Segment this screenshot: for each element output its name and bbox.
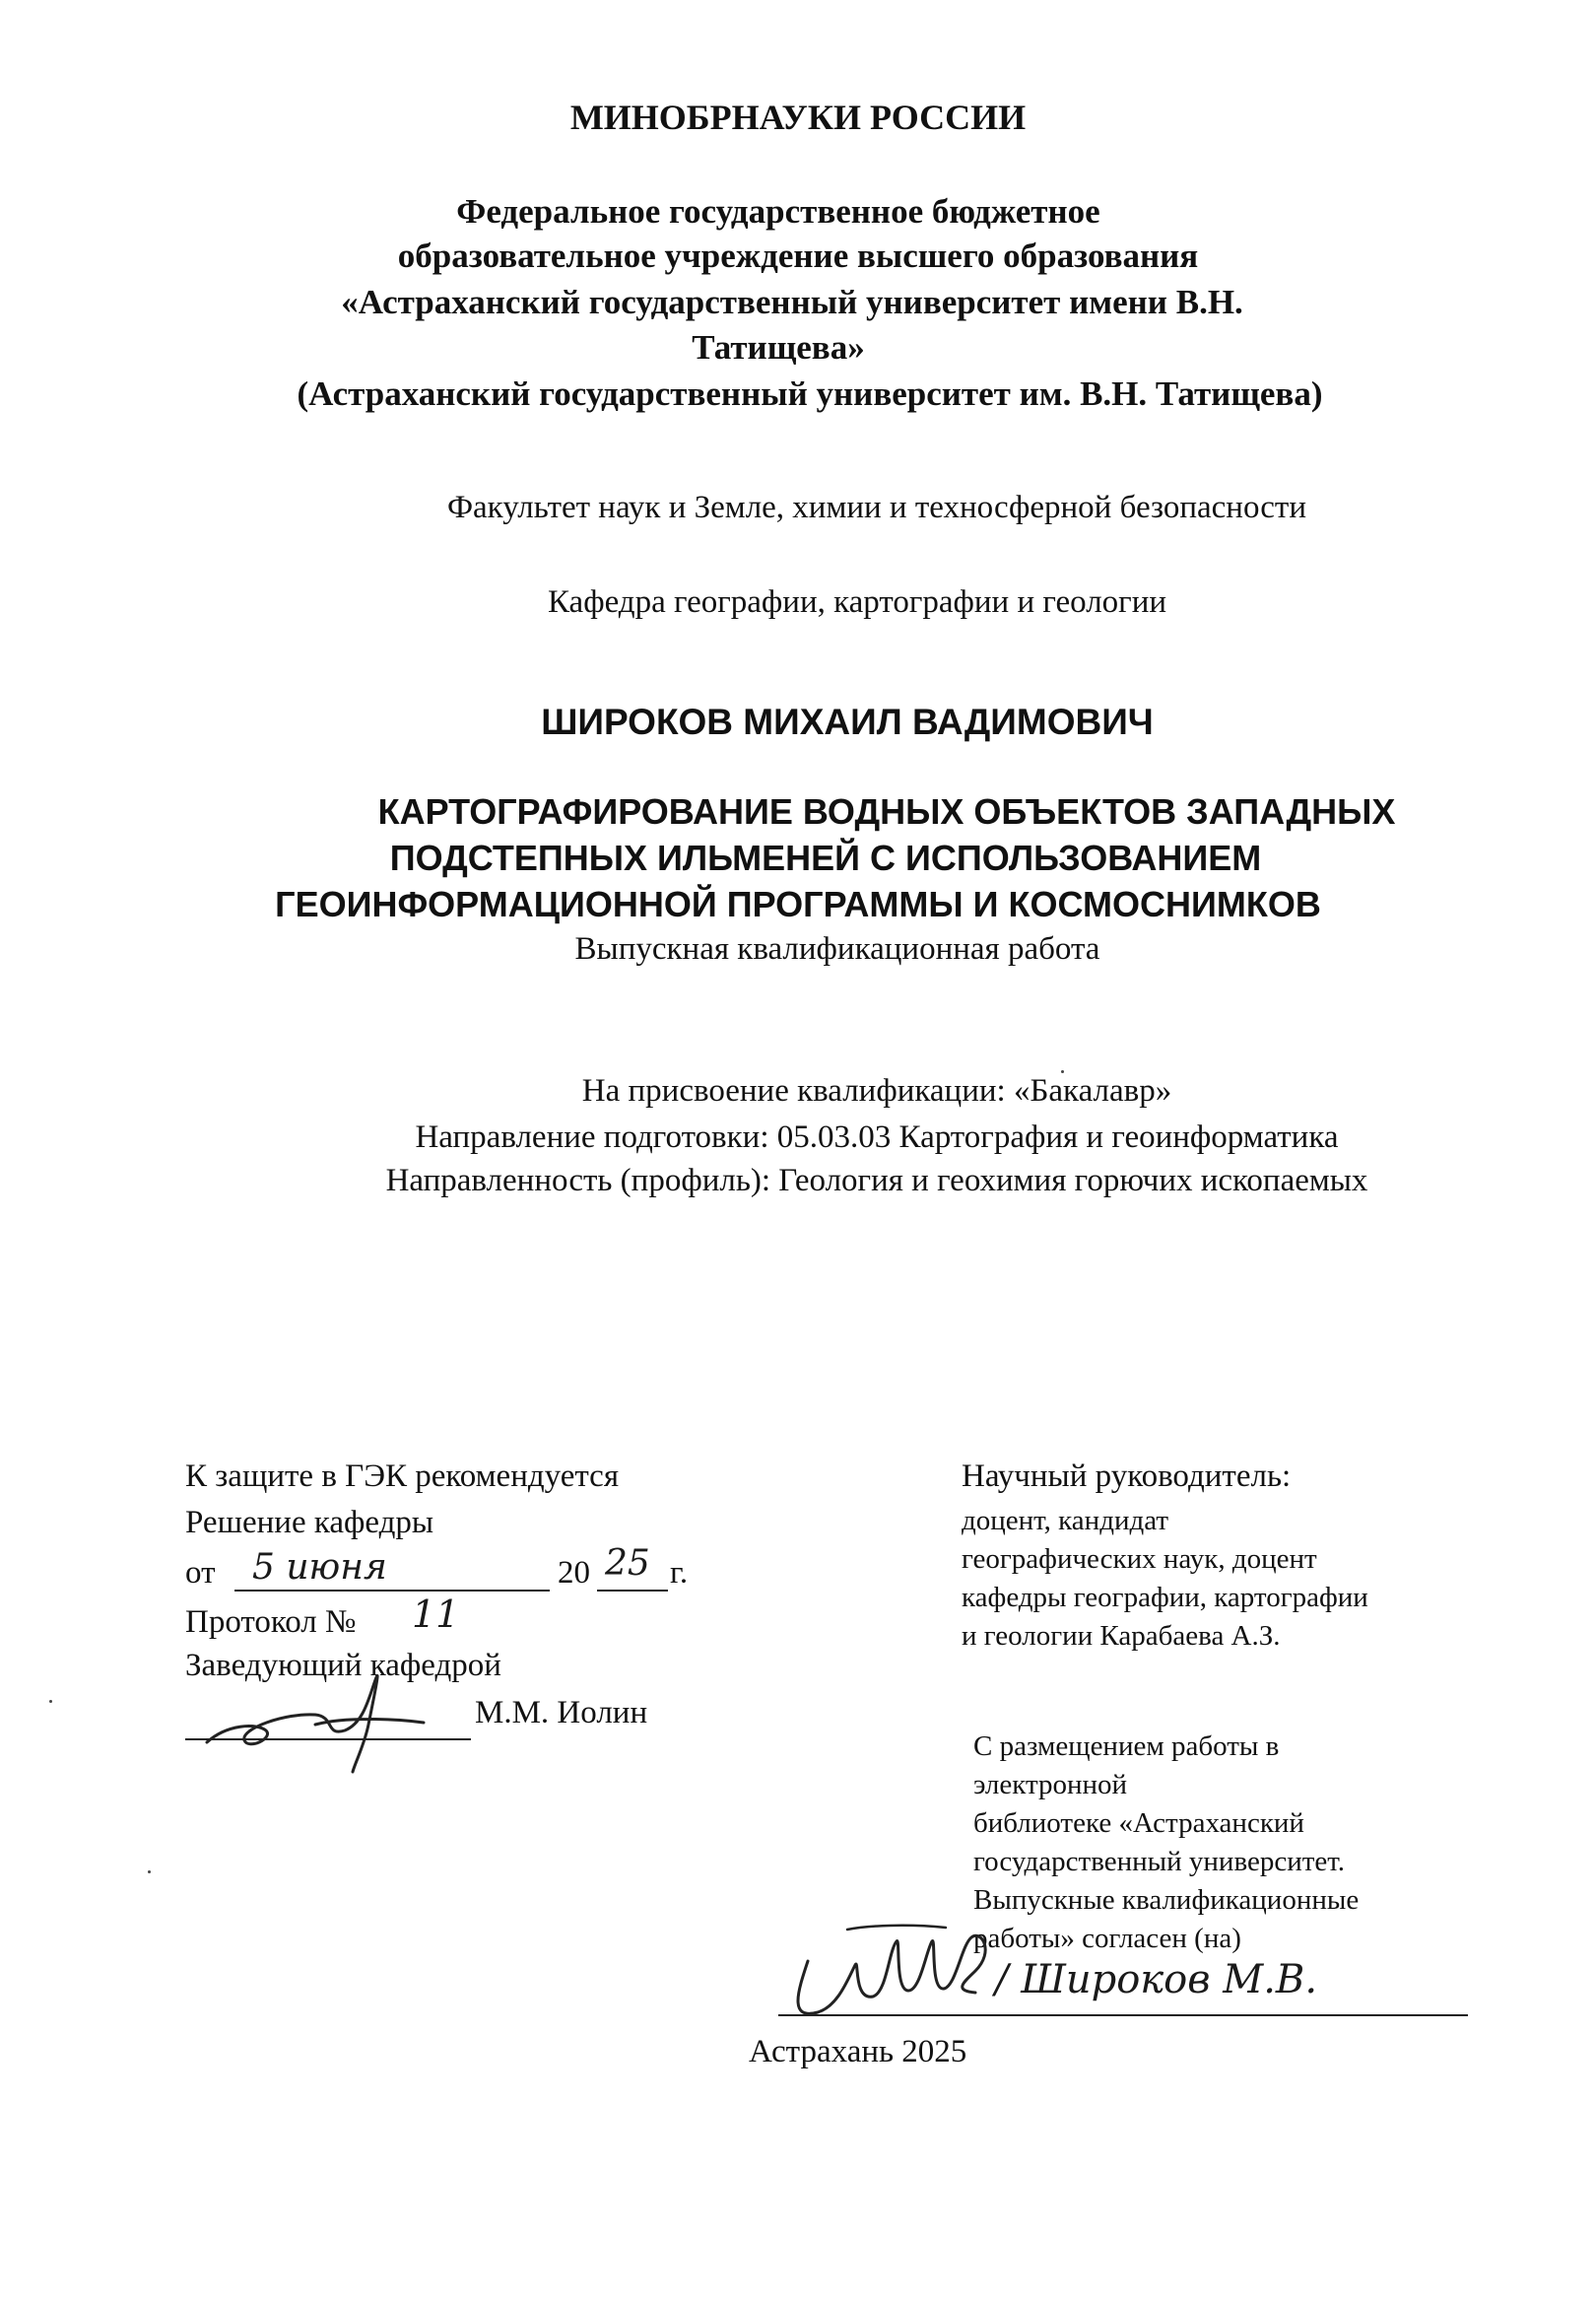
institution-line-2: образовательное учреждение высшего образования <box>397 237 1199 275</box>
date-handwritten: 5 июня <box>252 1547 387 1588</box>
department-decision: Решение кафедры <box>185 1505 434 1540</box>
student-name-handwritten: / Широков М.В. <box>995 1957 1318 2002</box>
institution-line-1: Федеральное государственное бюджетное <box>456 192 1100 231</box>
author-name: ШИРОКОВ МИХАИЛ ВАДИМОВИЧ <box>541 702 1154 742</box>
ministry-heading: МИНОБРНАУКИ РОССИИ <box>569 98 1027 137</box>
department-name: Кафедра географии, картографии и геологии <box>547 584 1167 620</box>
supervisor-line-2: географических наук, доцент <box>962 1543 1317 1575</box>
consent-line-5: Выпускные квалификационные <box>973 1884 1360 1916</box>
scan-speck <box>1061 1070 1064 1073</box>
title-line-3: ГЕОИНФОРМАЦИОННОЙ ПРОГРАММЫ И КОСМОСНИМКОВ <box>275 884 1321 924</box>
training-direction: Направление подготовки: 05.03.03 Картография и геоинформатика <box>415 1119 1339 1155</box>
student-signature <box>778 1922 1025 2030</box>
consent-line-6: работы» согласен (на) <box>973 1923 1241 1954</box>
head-of-department-label: Заведующий кафедрой <box>185 1648 501 1683</box>
supervisor-line-4: и геологии Карабаева А.З. <box>962 1620 1281 1652</box>
date-underline <box>234 1590 550 1592</box>
qualification-line: На присвоение квалификации: «Бакалавр» <box>581 1073 1172 1109</box>
institution-short-name: (Астраханский государственный университет им. В.Н. Татищева) <box>297 374 1323 413</box>
training-profile: Направленность (профиль): Геология и геохимия горючих ископаемых <box>385 1163 1368 1198</box>
consent-line-2: электронной <box>973 1769 1128 1800</box>
year-prefix: 20 <box>558 1555 590 1591</box>
protocol-label: Протокол № <box>185 1604 357 1640</box>
supervisor-line-3: кафедры географии, картографии <box>962 1582 1368 1613</box>
supervisor-heading: Научный руководитель: <box>962 1458 1292 1494</box>
protocol-number-handwritten: 11 <box>412 1592 460 1636</box>
scan-speck <box>49 1700 52 1703</box>
consent-line-4: государственный университет. <box>973 1846 1346 1877</box>
city-year-footer: Астрахань 2025 <box>749 2034 967 2069</box>
title-line-1: КАРТОГРАФИРОВАНИЕ ВОДНЫХ ОБЪЕКТОВ ЗАПАДНЫХ <box>377 791 1396 832</box>
institution-line-4: Татищева» <box>692 328 865 367</box>
supervisor-line-1: доцент, кандидат <box>962 1505 1169 1536</box>
consent-line-1: С размещением работы в <box>973 1730 1280 1762</box>
work-type: Выпускная квалификационная работа <box>574 931 1100 967</box>
defense-recommended: К защите в ГЭК рекомендуется <box>185 1458 620 1494</box>
date-from-label: от <box>185 1555 216 1591</box>
consent-line-3: библиотеке «Астраханский <box>973 1807 1304 1839</box>
head-of-department-name: М.М. Иолин <box>475 1695 648 1730</box>
year-handwritten: 25 <box>605 1543 650 1584</box>
year-underline <box>597 1590 668 1592</box>
institution-line-3: «Астраханский государственный университет имени В.Н. <box>341 283 1243 321</box>
scan-speck <box>148 1870 151 1873</box>
title-line-2: ПОДСТЕПНЫХ ИЛЬМЕНЕЙ С ИСПОЛЬЗОВАНИЕМ <box>389 838 1262 878</box>
head-signature <box>197 1665 453 1774</box>
year-suffix: г. <box>670 1555 689 1591</box>
faculty-name: Факультет наук и Земле, химии и техносферной безопасности <box>446 490 1307 525</box>
